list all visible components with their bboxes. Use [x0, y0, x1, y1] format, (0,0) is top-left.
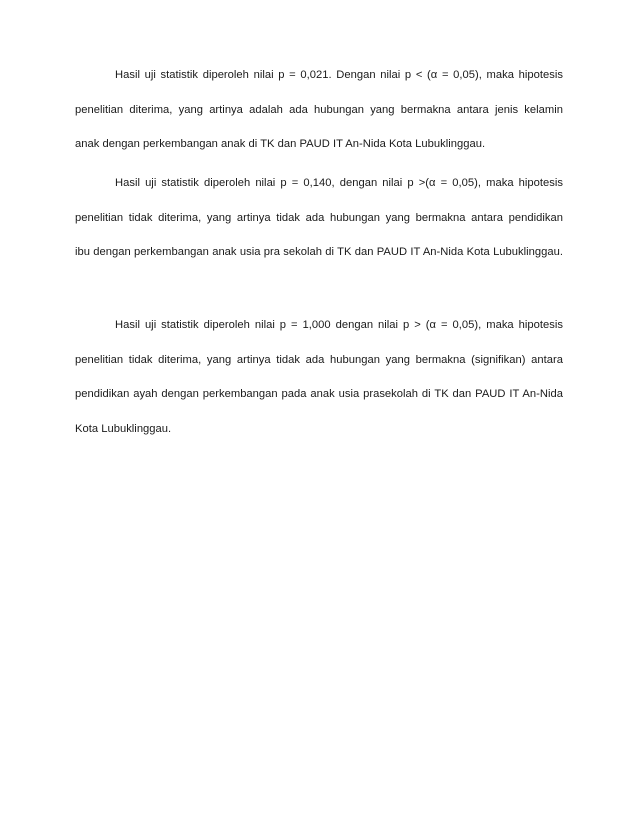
paragraph-1 [75, 68, 563, 172]
paragraph-3-line-1: Hasil uji statistik diperoleh nilai p = 1,000 dengan nilai p > (α = 0,05), maka hipotesis [115, 319, 563, 331]
paragraph-2-line-3: ibu dengan perkembangan anak usia pra sekolah di TK dan PAUD IT An-Nida Kota Lubuklinggau. [75, 246, 563, 259]
paragraph-2-line-2: penelitian tidak diterima, yang artinya tidak ada hubungan yang bermakna antara pendidikan [75, 211, 563, 224]
paragraph-2-line-1: Hasil uji statistik diperoleh nilai p = 0,140, dengan nilai p >(α = 0,05), maka hipotesis [115, 177, 563, 189]
paragraph-1-line-2: penelitian diterima, yang artinya adalah ada hubungan yang bermakna antara jenis kelamin [75, 103, 563, 116]
paragraph-3-line-3: pendidikan ayah dengan perkembangan pada anak usia prasekolah di TK dan PAUD IT An-Nida [75, 388, 563, 401]
paragraph-2 [75, 176, 563, 280]
paragraph-3 [75, 318, 563, 456]
paragraph-3-line-4: Kota Lubuklinggau. [75, 422, 172, 435]
paragraph-3-line-2: penelitian tidak diterima, yang artinya tidak ada hubungan yang bermakna (signifikan) antara [75, 353, 563, 366]
paragraph-1-line-1: Hasil uji statistik diperoleh nilai p = 0,021. Dengan nilai p < (α = 0,05), maka hipotesis [115, 69, 563, 81]
paragraph-1-line-3: anak dengan perkembangan anak di TK dan PAUD IT An-Nida Kota Lubuklinggau. [75, 138, 486, 151]
